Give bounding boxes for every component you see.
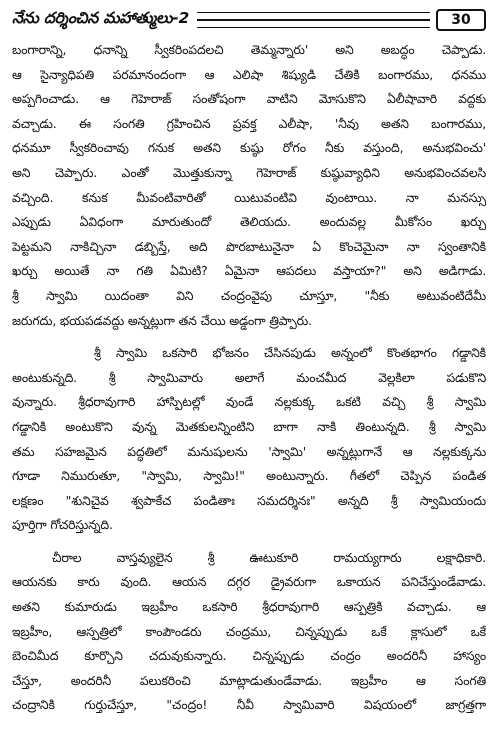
text-line: గూడా నిమురుతూ, "స్వామి, స్వామి!" అంటున్నారు. గీతలో చెప్పిన పండిత (12, 468, 486, 484)
body-text (12, 38, 486, 718)
text-line: పెట్టమని నాకిచ్చినా డబ్బిస్తే, అది పొరబాటునైనా ఏ కొంచెమైనా నా స్వంతానికి (12, 238, 486, 254)
text-line: పూర్తిగా గోచరిస్తున్నది. (12, 517, 113, 533)
page-number-box (436, 9, 486, 31)
paragraph (12, 38, 486, 333)
text-line: చేస్తూ, అందరినీ పలుకరించి మాట్లాడుతుండేవాడు. ఇబ్రహీం ఆ సంగతి (12, 672, 486, 688)
paragraph (12, 341, 486, 538)
header-rule (197, 12, 430, 13)
text-line: ఆ సైన్యాధిపతి పరమానందంగా ఆ ఎలిషా శిష్యుడి చేతికి బంగారము, ధనము (12, 66, 486, 82)
page-header (12, 6, 486, 34)
text-line: వున్నారు. శ్రీధరావుగారి హాస్పిటల్లో వుండే నల్లకుక్క ఒకటి వచ్చి శ్రీ స్వామి (12, 394, 486, 410)
header-rule (197, 27, 430, 28)
text-line: చీరాల వాస్తవ్యులైన శ్రీ ఊటుకూరి రామయ్యగారు లక్షాధికారి. (52, 549, 486, 565)
text-line: బెంచిమీద కూర్చొని చదువుకున్నారు. చిన్నప్పుడు చంద్రం అందరినీ హాస్యం (12, 648, 486, 664)
text-line: తమ సహజమైన పద్ధతిలో మనుషులను 'స్వామి' అన్నట్లుగానే ఆ నల్లకుక్కను (12, 443, 486, 459)
text-line: ఇబ్రహీం, ఆస్పత్రిలో కాంపౌండరు చంద్రము, చిన్నప్పుడు ఒకే క్లాసులో ఒకే (12, 623, 486, 639)
text-line: చంద్రానికి గుర్తుచేస్తూ, "చంద్రం! నీవీ స్వామివారి విషయంలో జాగ్రత్తగా (12, 697, 486, 713)
header-rule (197, 19, 430, 20)
text-line: ఆయనకు కారు వుంది. ఆయన దగ్గర డ్రైవరుగా ఒకాయన పనిచేస్తుండేవాడు. (12, 574, 486, 590)
text-line: వచ్చింది. కనుక మీవంటివారితో యిటువంటివి వుంటాయి. నా మనస్సు (12, 189, 486, 205)
text-line: అప్పగించాడు. ఆ గెహెరాజ్ సంతోషంగా వాటిని మోసుకొని ఏలీషావారి వద్దకు (12, 91, 486, 107)
text-line: ధనమూ స్వీకరించావు గనుక అతని కుష్ఠు రోగం నీకు వస్తుంది, అనుభవించు' (12, 140, 486, 156)
text-line: ఖర్చు అయితే నా గతి ఏమిటి? ఏమైనా ఆపదలు వస్తాయా?" అని అడిగాడు. (12, 263, 486, 279)
paragraph (12, 546, 486, 718)
text-line: గడ్డానికి అంటుకొని వున్న మెతకులన్నింటిని బాగా నాకి తింటున్నది. శ్రీ స్వామి (12, 418, 486, 434)
text-line: వచ్చాడు. ఈ సంగతి గ్రహించిన ప్రవక్త ఎలీషా, 'నీవు అతని బంగారము, (12, 115, 486, 131)
text-line: శ్రీ స్వామి ఒకసారి భోజనం చేసినపుడు అన్నంలో కొంతభాగం గడ్డానికి (94, 345, 486, 361)
text-line: బంగారాన్ని, ధనాన్ని స్వీకరింపదలచి తెమ్మన్నారు' అని అబద్ధం చెప్పాడు. (12, 42, 486, 57)
text-line: అతని కుమారుడు ఇబ్రహీం ఒకసారి శ్రీధరావుగారి ఆస్పత్రికి వచ్చాడు. ఆ (12, 599, 486, 615)
text-line: అంటుకున్నది. శ్రీ స్వామివారు అలాగే మంచమీద వెల్లకిలా పడుకొని (12, 369, 486, 385)
text-line: అని చెప్పారు. ఎంతో మొత్తుకున్నా గెహెరాజ్ కుష్ఠువ్యాధిని అనుభవించవలసి (12, 164, 486, 180)
header-rule-lines (197, 12, 430, 28)
text-line: ఎప్పుడు ఏవిధంగా మారుతుందో తెలియదు. అందువల్ల మీకోసం ఖర్చు (12, 214, 486, 230)
text-line: లక్షణం "శునిచైవ శ్వపాకేచ పండితాః సమదర్శినః" అన్నది శ్రీ స్వామియందు (12, 492, 486, 508)
text-line: శ్రీ స్వామి యిదంతా విని చంద్రంవైపు చూస్తూ, "నీకు అటువంటిదేమీ (12, 287, 486, 303)
page-number: 30 (451, 12, 471, 28)
book-title: నేను దర్శించిన మహాత్ములు-2 (12, 9, 190, 27)
text-line: జరుగదు, భయపడవద్దు అన్నట్లుగా తన చేయి అడ్డంగా త్రిప్పారు. (12, 312, 312, 328)
